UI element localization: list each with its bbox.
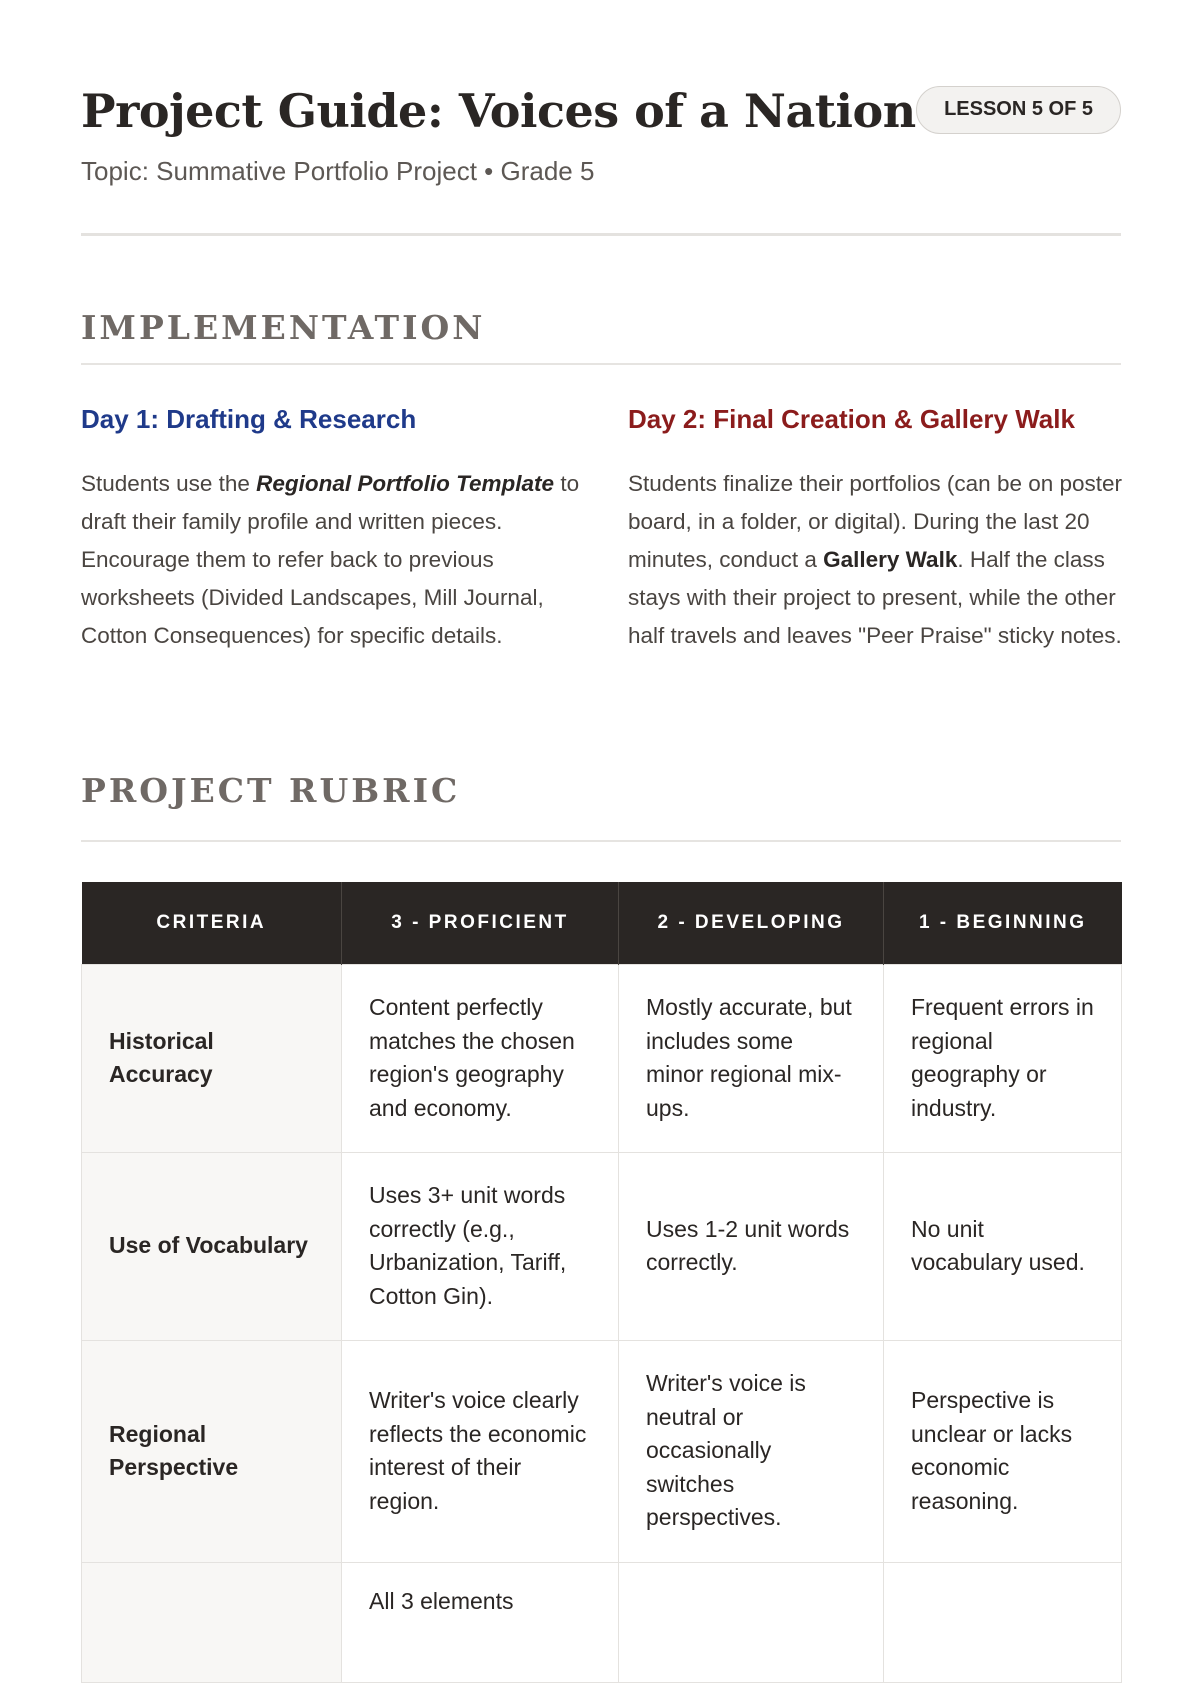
proficient-cell: Writer's voice clearly reflects the economic interest of their region.	[342, 1340, 619, 1562]
day-1-text-after: to draft their family profile and written pieces. Encourage them to refer back to previous worksheets (Divided Landscapes, Mill Journal, Cotton Consequences) for specific details.	[81, 471, 580, 648]
day-2-text-after: . Half the class stays with their project to present, while the other half travels and leaves "Peer Praise" sticky notes.	[628, 547, 1122, 648]
rubric-header-row	[82, 882, 1122, 964]
header-divider	[81, 233, 1121, 236]
proficient-cell: Uses 3+ unit words correctly (e.g., Urbanization, Tariff, Cotton Gin).	[342, 1152, 619, 1340]
rubric-table	[81, 882, 1122, 1683]
table-row	[82, 964, 1122, 1152]
proficient-cell: Content perfectly matches the chosen region's geography and economy.	[342, 964, 619, 1152]
day-1-description	[81, 465, 581, 655]
criteria-cell	[82, 1562, 342, 1682]
criteria-cell: Regional Perspective	[82, 1340, 342, 1562]
table-row	[82, 1562, 1122, 1682]
column-header-criteria: CRITERIA	[82, 882, 342, 964]
developing-cell: Writer's voice is neutral or occasionally switches perspectives.	[619, 1340, 884, 1562]
criteria-cell: Use of Vocabulary	[82, 1152, 342, 1340]
criteria-cell: Historical Accuracy	[82, 964, 342, 1152]
table-row	[82, 1340, 1122, 1562]
day-2-card	[628, 404, 1128, 655]
proficient-cell: All 3 elements	[342, 1562, 619, 1682]
beginning-cell: Perspective is unclear or lacks economic reasoning.	[884, 1340, 1122, 1562]
beginning-cell: Frequent errors in regional geography or industry.	[884, 964, 1122, 1152]
rubric-divider	[81, 840, 1121, 842]
day-2-description	[628, 465, 1128, 655]
day-1-template-name: Regional Portfolio Template	[256, 471, 555, 496]
day-1-text-before: Students use the	[81, 471, 257, 496]
table-row	[82, 1152, 1122, 1340]
developing-cell	[619, 1562, 884, 1682]
day-1-card	[81, 404, 581, 655]
developing-cell: Mostly accurate, but includes some minor regional mix-ups.	[619, 964, 884, 1152]
beginning-cell: No unit vocabulary used.	[884, 1152, 1122, 1340]
day-1-title: Day 1: Drafting & Research	[81, 404, 417, 434]
rubric-heading: PROJECT RUBRIC	[81, 771, 461, 810]
column-header-proficient: 3 - PROFICIENT	[342, 882, 619, 964]
column-header-developing: 2 - DEVELOPING	[619, 882, 884, 964]
beginning-cell	[884, 1562, 1122, 1682]
page-title: Project Guide: Voices of a Nation	[81, 84, 916, 138]
day-2-title: Day 2: Final Creation & Gallery Walk	[628, 404, 1075, 434]
lesson-badge: LESSON 5 OF 5	[916, 86, 1121, 134]
implementation-divider	[81, 363, 1121, 365]
implementation-heading: IMPLEMENTATION	[81, 308, 486, 347]
page-header	[81, 80, 1121, 230]
day-2-gallery-walk: Gallery Walk	[823, 547, 958, 572]
page-subtitle: Topic: Summative Portfolio Project • Grade 5	[81, 156, 595, 186]
day-2-text-before: Students finalize their portfolios (can be on poster board, in a folder, or digital). During the last 20 minutes, conduct a	[628, 471, 1123, 572]
column-header-beginning: 1 - BEGINNING	[884, 882, 1122, 964]
developing-cell: Uses 1-2 unit words correctly.	[619, 1152, 884, 1340]
